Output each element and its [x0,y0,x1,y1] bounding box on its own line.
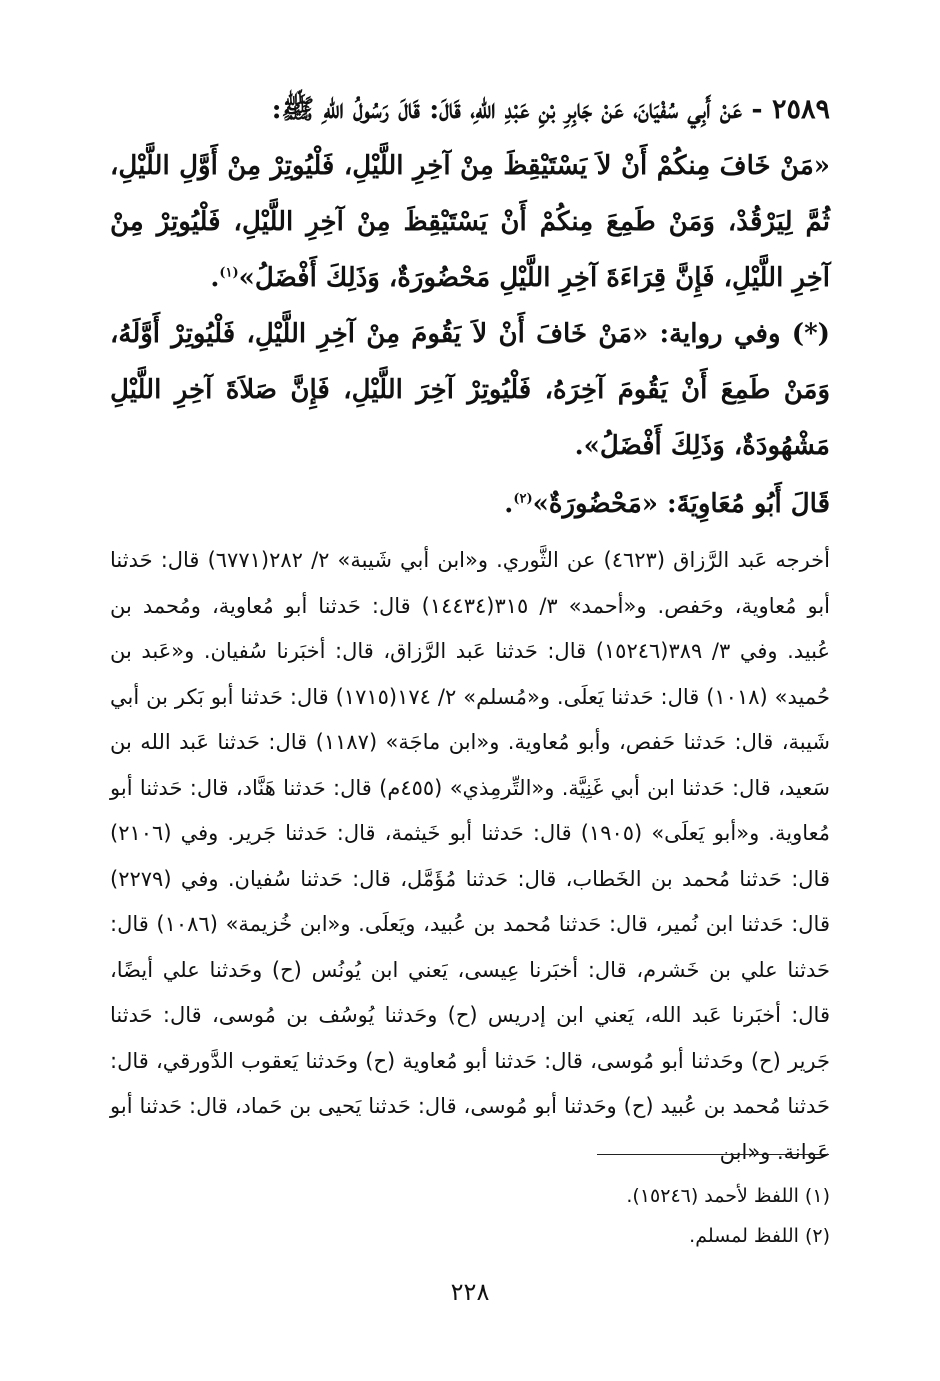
footnote-ref-2: (٢) [513,491,533,507]
page-number: ٢٢٨ [450,1278,490,1306]
hadith-matn: «مَنْ خَافَ مِنكُمْ أَنْ لاَ يَسْتَيْقِظَ مِنْ آخِرِ اللَّيْلِ، فَلْيُوتِرْ مِنْ أَوَّلِ اللَّيْلِ، ثُمَّ لِيَرْقُدْ، وَمَنْ طَمِعَ مِنكُمْ أَنْ يَسْتَيْقِظَ مِنْ آخِرِ اللَّيْلِ، فَلْيُوتِرْ مِنْ آخِرِ اللَّيْلِ، فَإِنَّ قِرَاءَةَ آخِرِ اللَّيْلِ مَحْضُورَةٌ، وَذَلِكَ أَفْضَلُ»$^{(١)}$. [110,151,830,293]
takhrij-paragraph: أخرجه عَبد الرَّزاق (٤٦٢٣) عن الثَّوري. و«ابن أبي شَيبة» ٢/ ٢٨٢(٦٧٧١) قال: حَدثنا أبو مُعاوية، وحَفص. و«أحمد» ٣/ ٣١٥(١٤٤٣٤) قال: حَدثنا أبو مُعاوية، ومُحمد بن عُبيد. وفي ٣/ ٣٨٩(١٥٢٤٦) قال: حَدثنا عَبد الرَّزاق، قال: أخبَرنا سُفيان. و«عَبد بن حُميد» (١٠١٨) قال: حَدثنا يَعلَى. و«مُسلم» ٢/ ١٧٤(١٧١٥) قال: حَدثنا أبو بَكر بن أبي شَيبة، قال: حَدثنا حَفص، وأبو مُعاوية. و«ابن ماجَة» (١١٨٧) قال: حَدثنا عَبد الله بن سَعيد، قال: حَدثنا ابن أبي غَنِيَّة. و«التِّرمِذي» (٤٥٥م) قال: حَدثنا هَنَّاد، قال: حَدثنا أبو مُعاوية. و«أبو يَعلَى» (١٩٠٥) قال: حَدثنا أبو خَيثمة، قال: حَدثنا جَرير. وفي (٢١٠٦) قال: حَدثنا مُحمد بن الخَطاب، قال: حَدثنا مُؤَمَّل، قال: حَدثنا سُفيان. وفي (٢٢٧٩) قال: حَدثنا ابن نُمير، قال: حَدثنا مُحمد بن عُبيد، ويَعلَى. و«ابن خُزيمة» (١٠٨٦) قال: حَدثنا علي بن خَشرم، قال: أخبَرنا عِيسى، يَعني ابن يُونُس (ح) وحَدثنا علي أيضًا، قال: أخبَرنا عَبد الله، يَعني ابن إدريس (ح) وحَدثنا يُوسُف بن مُوسى، قال: حَدثنا جَرير (ح) وحَدثنا أبو مُوسى، قال: حَدثنا أبو مُعاوية (ح) وحَدثنا يَعقوب الدَّورقي، قال: حَدثنا مُحمد بن عُبيد (ح) وحَدثنا أبو مُوسى، قال: حَدثنا يَحيى بن حَماد، قال: حَدثنا أبو عَوانة. و«ابن [110,548,831,1164]
page-body [110,82,830,1175]
hadith-riwaya: (*) وفي رواية: «مَنْ خَافَ أَنْ لاَ يَقُومَ مِنْ آخِرِ اللَّيْلِ، فَلْيُوتِرْ أَوَّلَهُ، وَمَنْ طَمِعَ أَنْ يَقُومَ آخِرَهُ، فَلْيُوتِرْ آخِرَ اللَّيْلِ، فَإِنَّ صَلاَةَ آخِرِ اللَّيْلِ مَشْهُودَةٌ، وَذَلِكَ أَفْضَلُ». [110,319,830,461]
hadith-isnad: عَنْ أَبِي سُفْيَانَ، عَنْ جَابِرِ بْنِ عَبْدِ اللهِ، قَالَ: قَالَ رَسُولُ اللهِ ﷺ: [271,94,742,125]
footnote-1: (١) اللفظ لأحمد (١٥٢٤٦). [626,1185,830,1207]
hadith-number: ٢٥٨٩ [771,94,830,125]
footnote-divider [597,1154,829,1155]
footnote-2: (٢) اللفظ لمسلم. [689,1225,830,1247]
hadith-matn-text: «مَنْ خَافَ مِنكُمْ أَنْ لاَ يَسْتَيْقِظَ مِنْ آخِرِ اللَّيْلِ، فَلْيُوتِرْ مِنْ أَوَّلِ اللَّيْلِ، ثُمَّ لِيَرْقُدْ، وَمَنْ طَمِعَ مِنكُمْ أَنْ يَسْتَيْقِظَ مِنْ آخِرِ اللَّيْلِ، فَلْيُوتِرْ مِنْ آخِرِ اللَّيْلِ، فَإِنَّ قِرَاءَةَ آخِرِ اللَّيْلِ مَحْضُورَةٌ، وَذَلِكَ أَفْضَلُ» [110,151,830,293]
abu-muawiya-note: قَالَ أَبُو مُعَاوِيَةَ: «مَحْضُورَةٌ»$^{(٢)}$. [504,489,830,519]
abu-muawiya-text: قَالَ أَبُو مُعَاوِيَةَ: «مَحْضُورَةٌ» [532,489,830,519]
footnotes [110,1176,830,1256]
hadith-heading: ٢٥٨٩ - عَنْ أَبِي سُفْيَانَ، عَنْ جَابِرِ بْنِ عَبْدِ اللهِ، قَالَ: قَالَ رَسُولُ اللهِ ﷺ: [271,94,830,125]
footnote-ref-1: (١) [219,265,239,281]
